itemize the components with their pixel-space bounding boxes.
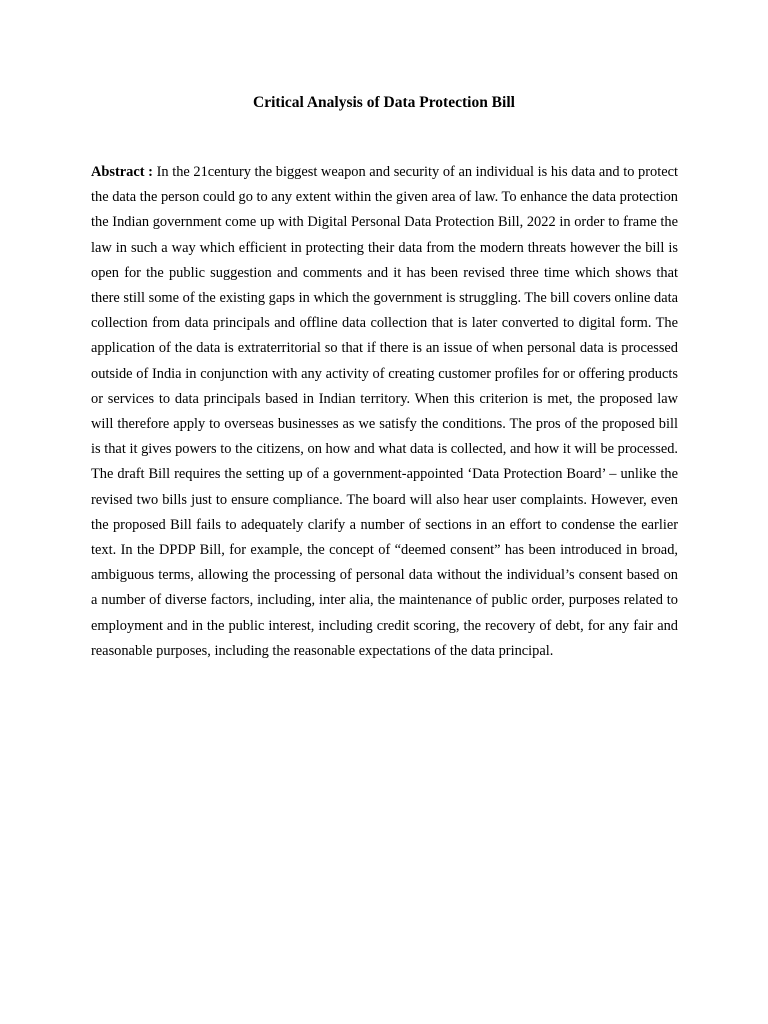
abstract-text: In the 21century the biggest weapon and security of an individual is his data and to protect the data the person could go to any extent within the given area of law. To enhance the data protection the Indian government come up with Digital Personal Data Protection Bill, 2022 in order to frame the law in such a way which efficient in protecting their data from the modern threats however the bill is open for the public suggestion and comments and it has been revised three time which shows that there still some of the existing gaps in which the government is struggling. The bill covers online data collection from data principals and offline data collection that is later converted to digital form. The application of the data is extraterritorial so that if there is an issue of when personal data is processed outside of India in conjunction with any activity of creating customer profiles for or offering products or services to data principals based in Indian territory. When this criterion is met, the proposed law will therefore apply to overseas businesses as we satisfy the conditions. The pros of the proposed bill is that it gives powers to the citizens, on how and what data is collected, and how it will be processed. The draft Bill requires the setting up of a government-appointed ‘Data Protection Board’ – unlike the revised two bills just to ensure compliance. The board will also hear user complaints. However, even the proposed Bill fails to adequately clarify a number of sections in an effort to condense the earlier text. In the DPDP Bill, for example, the concept of “deemed consent” has been introduced in broad, ambiguous terms, allowing the processing of personal data without the individual’s consent based on a number of diverse factors, including, inter alia, the maintenance of public order, purposes related to employment and in the public interest, including credit scoring, the recovery of debt, for any fair and reasonable purposes, including the reasonable expectations of the data principal. [91, 164, 678, 659]
abstract-paragraph [91, 160, 678, 664]
document-title: Critical Analysis of Data Protection Bill [253, 94, 515, 111]
abstract-label: Abstract : [91, 164, 153, 180]
